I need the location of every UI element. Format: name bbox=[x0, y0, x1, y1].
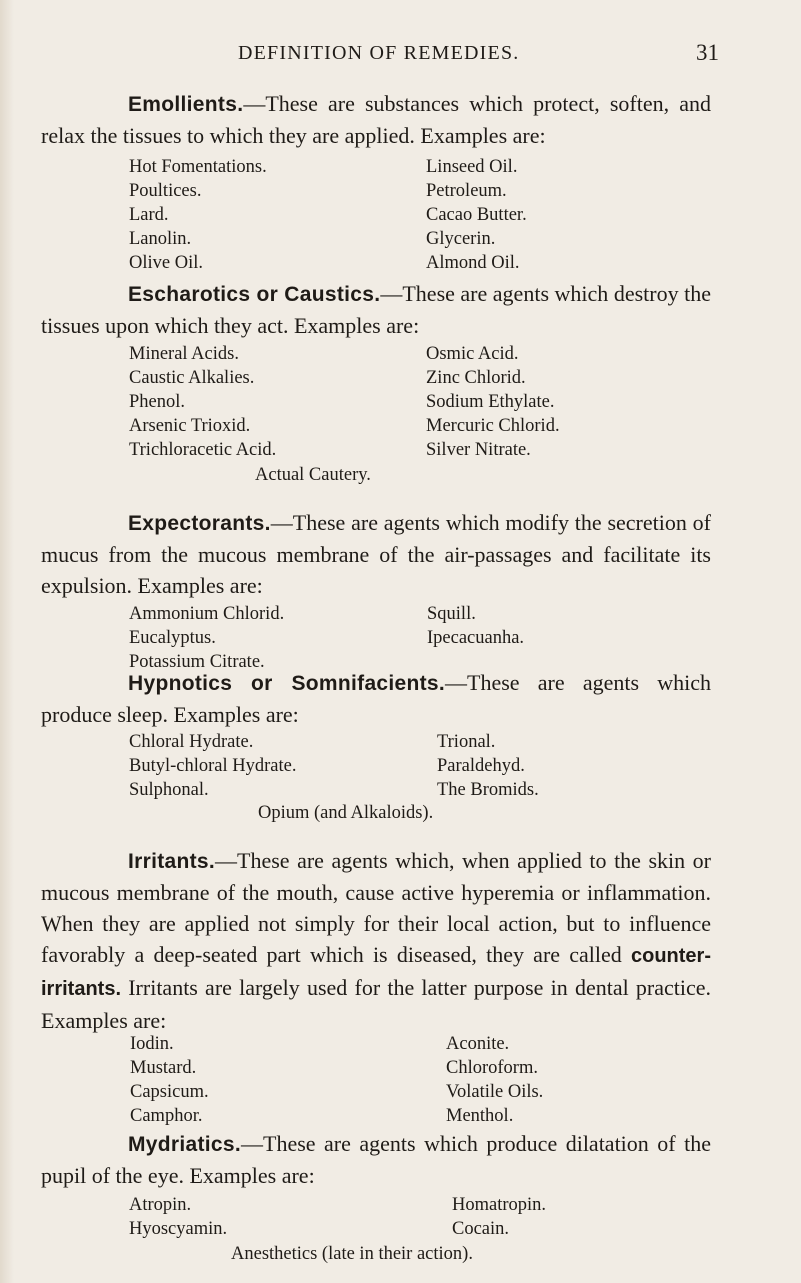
example-item: Chloroform. bbox=[446, 1058, 538, 1078]
emollients-right-column bbox=[426, 155, 527, 275]
hypnotics-heading: Hypnotics or Somnifacients. bbox=[128, 672, 446, 695]
example-item: Linseed Oil. bbox=[426, 157, 518, 177]
page-number: 31 bbox=[696, 40, 719, 65]
example-item: Trichloracetic Acid. bbox=[129, 440, 277, 460]
escharotics-centered-item: Actual Cautery. bbox=[255, 465, 371, 485]
irritants-text-a: —These are agents which, when applied to the skin or mucous membrane of the mouth, cause active hyperemia or inflammation. When they are applied not simply for their local action, but to influence favorably a deep-seated part which is diseased, they are called bbox=[41, 848, 711, 967]
emollients-heading: Emollients. bbox=[128, 93, 244, 116]
example-item: Osmic Acid. bbox=[426, 344, 519, 364]
escharotics-text: —These are agents which destroy the tissues upon which they act. Examples are: bbox=[41, 281, 711, 338]
irritants-left-column bbox=[130, 1032, 209, 1128]
example-item: Silver Nitrate. bbox=[426, 440, 531, 460]
irritants-term: counter-irritants. bbox=[41, 945, 711, 1000]
mydriatics-centered-item: Anesthetics (late in their action). bbox=[231, 1244, 473, 1264]
escharotics-heading: Escharotics or Caustics. bbox=[128, 283, 381, 306]
example-item: Ammonium Chlorid. bbox=[129, 604, 285, 624]
example-item: Butyl-chloral Hydrate. bbox=[129, 756, 297, 776]
expectorants-heading: Expectorants. bbox=[128, 512, 271, 535]
example-item: Lanolin. bbox=[129, 229, 192, 249]
example-item: Cocain. bbox=[452, 1219, 510, 1239]
example-item: The Bromids. bbox=[437, 780, 539, 800]
escharotics-right-column bbox=[426, 342, 560, 462]
hypnotics-right-column bbox=[437, 730, 539, 802]
example-item: Arsenic Trioxid. bbox=[129, 416, 251, 436]
example-item: Iodin. bbox=[130, 1034, 174, 1054]
irritants-heading: Irritants. bbox=[128, 850, 216, 873]
example-item: Sulphonal. bbox=[129, 780, 209, 800]
example-item: Potassium Citrate. bbox=[129, 652, 265, 672]
example-item: Petroleum. bbox=[426, 181, 507, 201]
example-item: Cacao Butter. bbox=[426, 205, 527, 225]
example-item: Capsicum. bbox=[130, 1082, 209, 1102]
example-item: Menthol. bbox=[446, 1106, 514, 1126]
example-item: Poultices. bbox=[129, 181, 202, 201]
escharotics-left-column bbox=[129, 342, 276, 462]
mydriatics-text: —These are agents which produce dilatation of the pupil of the eye. Examples are: bbox=[41, 1131, 711, 1188]
irritants-paragraph bbox=[41, 845, 711, 1036]
expectorants-text: —These are agents which modify the secretion of mucus from the mucous membrane of the air-passages and facilitate its expulsion. Examples are: bbox=[41, 510, 711, 598]
irritants-text-b: Irritants are largely used for the latter purpose in dental practice. Examples are: bbox=[41, 975, 711, 1033]
example-item: Lard. bbox=[129, 205, 169, 225]
expectorants-paragraph bbox=[41, 507, 711, 601]
mydriatics-right-column bbox=[452, 1193, 546, 1241]
example-item: Eucalyptus. bbox=[129, 628, 216, 648]
example-item: Mustard. bbox=[130, 1058, 197, 1078]
example-item: Zinc Chlorid. bbox=[426, 368, 526, 388]
hypnotics-left-column bbox=[129, 730, 296, 802]
mydriatics-heading: Mydriatics. bbox=[128, 1133, 242, 1156]
example-item: Mercuric Chlorid. bbox=[426, 416, 560, 436]
example-item: Homatropin. bbox=[452, 1195, 547, 1215]
example-item: Chloral Hydrate. bbox=[129, 732, 254, 752]
hypnotics-paragraph bbox=[41, 667, 711, 730]
example-item: Olive Oil. bbox=[129, 253, 203, 273]
hypnotics-centered-item: Opium (and Alkaloids). bbox=[258, 803, 434, 823]
mydriatics-paragraph bbox=[41, 1128, 711, 1191]
emollients-paragraph bbox=[41, 88, 711, 151]
example-item: Camphor. bbox=[130, 1106, 203, 1126]
mydriatics-left-column bbox=[129, 1193, 227, 1241]
example-item: Atropin. bbox=[129, 1195, 192, 1215]
expectorants-left-column bbox=[129, 602, 284, 674]
emollients-text: —These are substances which protect, soften, and relax the tissues to which they are applied. Examples are: bbox=[41, 91, 711, 148]
example-item: Caustic Alkalies. bbox=[129, 368, 255, 388]
example-item: Almond Oil. bbox=[426, 253, 520, 273]
hypnotics-text: —These are agents which produce sleep. Examples are: bbox=[41, 670, 711, 727]
example-item: Hyoscyamin. bbox=[129, 1219, 228, 1239]
irritants-right-column bbox=[446, 1032, 543, 1128]
example-item: Phenol. bbox=[129, 392, 186, 412]
emollients-left-column bbox=[129, 155, 267, 275]
example-item: Sodium Ethylate. bbox=[426, 392, 555, 412]
example-item: Hot Fomentations. bbox=[129, 157, 267, 177]
example-item: Mineral Acids. bbox=[129, 344, 239, 364]
example-item: Ipecacuanha. bbox=[427, 628, 525, 648]
example-item: Squill. bbox=[427, 604, 476, 624]
expectorants-right-column bbox=[427, 602, 524, 650]
example-item: Aconite. bbox=[446, 1034, 510, 1054]
example-item: Glycerin. bbox=[426, 229, 496, 249]
escharotics-paragraph bbox=[41, 278, 711, 341]
example-item: Trional. bbox=[437, 732, 496, 752]
running-head: DEFINITION OF REMEDIES. bbox=[238, 42, 520, 64]
page-gutter-shadow bbox=[0, 0, 14, 1283]
example-item: Volatile Oils. bbox=[446, 1082, 544, 1102]
example-item: Paraldehyd. bbox=[437, 756, 525, 776]
